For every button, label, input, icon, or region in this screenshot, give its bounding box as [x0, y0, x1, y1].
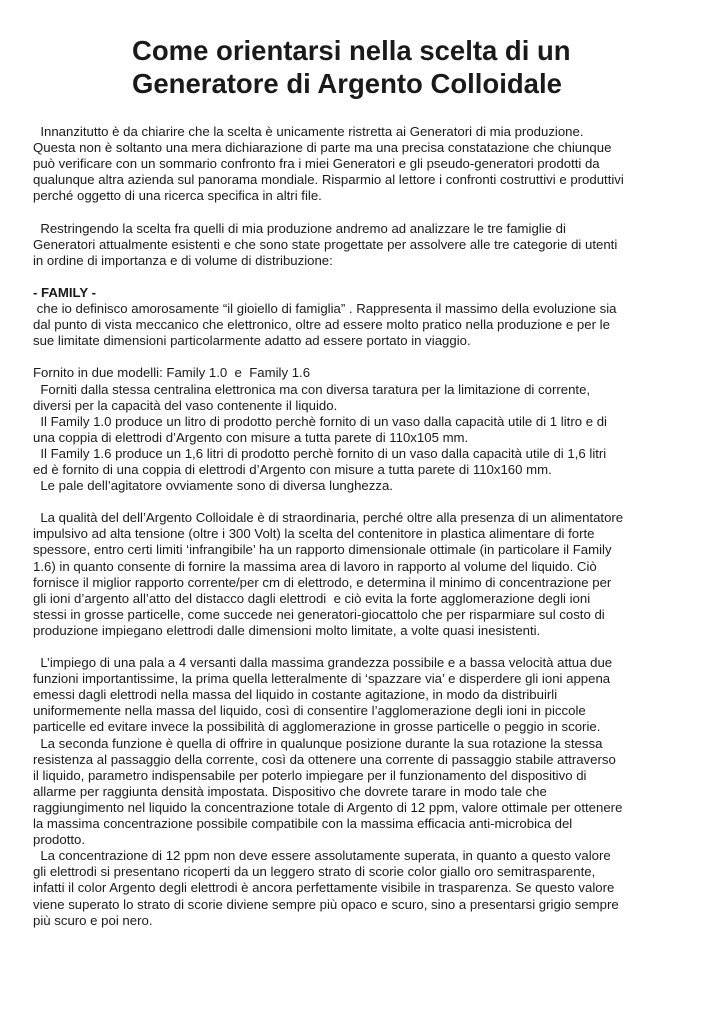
text-line: allarme per raggiunta densità impostata. Dispositivo che dovrete tarare in modo tale che: [33, 783, 547, 799]
text-line: Le pale dell’agitatore ovviamente sono di diversa lunghezza.: [33, 478, 393, 494]
text-line: più scuro e poi nero.: [33, 912, 153, 928]
text-line: Forniti dalla stessa centralina elettronica ma con diversa taratura per la limitazione di corrente,: [33, 381, 591, 397]
text-line: raggiungimento nel liquido la concentrazione totale di Argento di 12 ppm, valore ottimale per ottenere: [33, 799, 623, 815]
title-line: Generatore di Argento Colloidale: [132, 68, 562, 99]
text-line: 1.6) in quanto consente di fornire la massima area di lavoro in rapporto al volume del liquido. Ciò: [33, 558, 597, 574]
text-line: emessi dagli elettrodi nella massa del liquido in costante agitazione, in modo da distribuirli: [33, 687, 558, 703]
paragraph: [33, 124, 698, 204]
text-line: stessi in grosse particelle, come succede nei generatori-giocattolo che per risparmiare sul costo di: [33, 606, 605, 622]
text-line: Generatori attualmente esistenti e che sono state progettate per assolvere alle tre categorie di utenti: [33, 236, 618, 252]
text-line: ed è fornito di una coppia di elettrodi d’Argento con misure a tutta parete di 110x160 mm.: [33, 461, 552, 477]
text-line: perché oggetto di una ricerca specifica in altri file.: [33, 188, 322, 204]
paragraph: [33, 285, 698, 349]
text-line: dal punto di vista meccanico che elettronico, oltre ad essere molto pratico nella produzione e per le: [33, 317, 610, 333]
text-line: prodotto.: [33, 832, 86, 848]
paragraph: [33, 221, 698, 269]
text-line: in ordine di importanza e di volume di distribuzione:: [33, 252, 333, 268]
text-line: qualunque altra azienda sul panorama mondiale. Risparmio al lettore i confronti costruttivi e produttivi: [33, 172, 624, 188]
document-body: [33, 124, 698, 929]
text-line: diversi per la capacità del vaso contenente il liquido.: [33, 397, 338, 413]
text-line: Innanzitutto è da chiarire che la scelta è unicamente ristretta ai Generatori di mia produzione.: [33, 124, 584, 139]
text-line: che io definisco amorosamente “il gioiello di famiglia” . Rappresenta il massimo della evoluzione sia: [33, 301, 617, 317]
text-line: Restringendo la scelta fra quelli di mia produzione andremo ad analizzare le tre famiglie di: [33, 220, 566, 236]
text-line: impulsivo ad alta tensione (oltre i 300 Volt) la scelta del contenitore in plastica alimentare di forte: [33, 526, 595, 542]
text-line: la massima concentrazione possibile compatibile con la massima efficacia anti-microbica del: [33, 816, 573, 832]
title-line: Come orientarsi nella scelta di un: [132, 35, 571, 66]
paragraph-gap: [33, 494, 698, 510]
text-line: funzioni importantissime, la prima quella letteralmente di ‘spazzare via’ e disperdere gli ioni appena: [33, 671, 611, 687]
paragraph: [33, 365, 698, 494]
paragraph: [33, 655, 698, 929]
paragraph: [33, 510, 698, 639]
paragraph-gap: [33, 269, 698, 285]
text-line: La seconda funzione è quella di offrire in qualunque posizione durante la sua rotazione la stessa: [33, 735, 603, 751]
document-title: [132, 34, 692, 100]
paragraph-gap: [33, 639, 698, 655]
text-line: Il Family 1.0 produce un litro di prodotto perchè fornito di un vaso dalla capacità utile di 1 litro e di: [33, 413, 607, 429]
text-line: fornisce il miglior rapporto corrente/per cm di elettrodo, e determina il minimo di concentrazione per: [33, 574, 612, 590]
text-line: uniformemente nella massa del liquido, così di consentire l’agglomerazione degli ioni in piccole: [33, 703, 586, 719]
text-line: La concentrazione di 12 ppm non deve essere assolutamente superata, in quanto a questo valore: [33, 848, 611, 864]
text-line: spessore, entro certi limiti ‘infrangibile’ ha un rapporto dimensionale ottimale (in particolare il Family: [33, 542, 612, 558]
text-line: Il Family 1.6 produce un 1,6 litri di prodotto perchè fornito di un vaso dalla capacità utile di 1,6 litri: [33, 445, 607, 461]
text-line: il liquido, parametro indispensabile per poterlo impiegare per il funzionamento del dispositivo di: [33, 767, 587, 783]
text-line: Fornito in due modelli: Family 1.0 e Family 1.6: [33, 365, 311, 381]
text-line: gli ioni d’argento all’atto del distacco dagli elettrodi e ciò evita la forte agglomerazione degli ioni: [33, 590, 591, 606]
text-line: L’impiego di una pala a 4 versanti dalla massima grandezza possibile e a bassa velocità attua due: [33, 655, 613, 671]
text-line: infatti il color Argento degli elettrodi è ancora perfettamente visibile in trasparenza. Se questo valore: [33, 880, 615, 896]
paragraph-gap: [33, 349, 698, 365]
text-line: gli elettrodi si presentano ricoperti da un leggero strato di scorie color giallo oro semitrasparente,: [33, 864, 596, 880]
text-line: sue limitate dimensioni particolarmente adatto ad essere portato in viaggio.: [33, 333, 471, 349]
text-line: resistenza al passaggio della corrente, così da ottenere una corrente di passaggio stabile attraverso: [33, 751, 616, 767]
text-line: viene superato lo strato di scorie diviene sempre più opaco e scuro, sino a presentarsi grigio sempre: [33, 896, 619, 912]
section-heading: - FAMILY -: [33, 284, 97, 300]
text-line: particelle ed evitare invece la possibilità di agglomerazione in grosse particelle o peggio in scorie.: [33, 719, 601, 735]
text-line: una coppia di elettrodi d’Argento con misure a tutta parete di 110x105 mm.: [33, 429, 469, 445]
text-line: La qualità del dell’Argento Colloidale è di straordinaria, perché oltre alla presenza di un alimentatore: [33, 510, 624, 526]
paragraph-gap: [33, 204, 698, 220]
text-line: Questa non è soltanto una mera dichiarazione di parte ma una precisa constatazione che chiunque: [33, 140, 612, 156]
text-line: può verificare con un sommario confronto fra i miei Generatori e gli pseudo-generatori prodotti da: [33, 156, 600, 172]
text-line: produzione impiegano elettrodi dalle dimensioni molto limitate, a volte quasi inesistenti.: [33, 622, 541, 638]
